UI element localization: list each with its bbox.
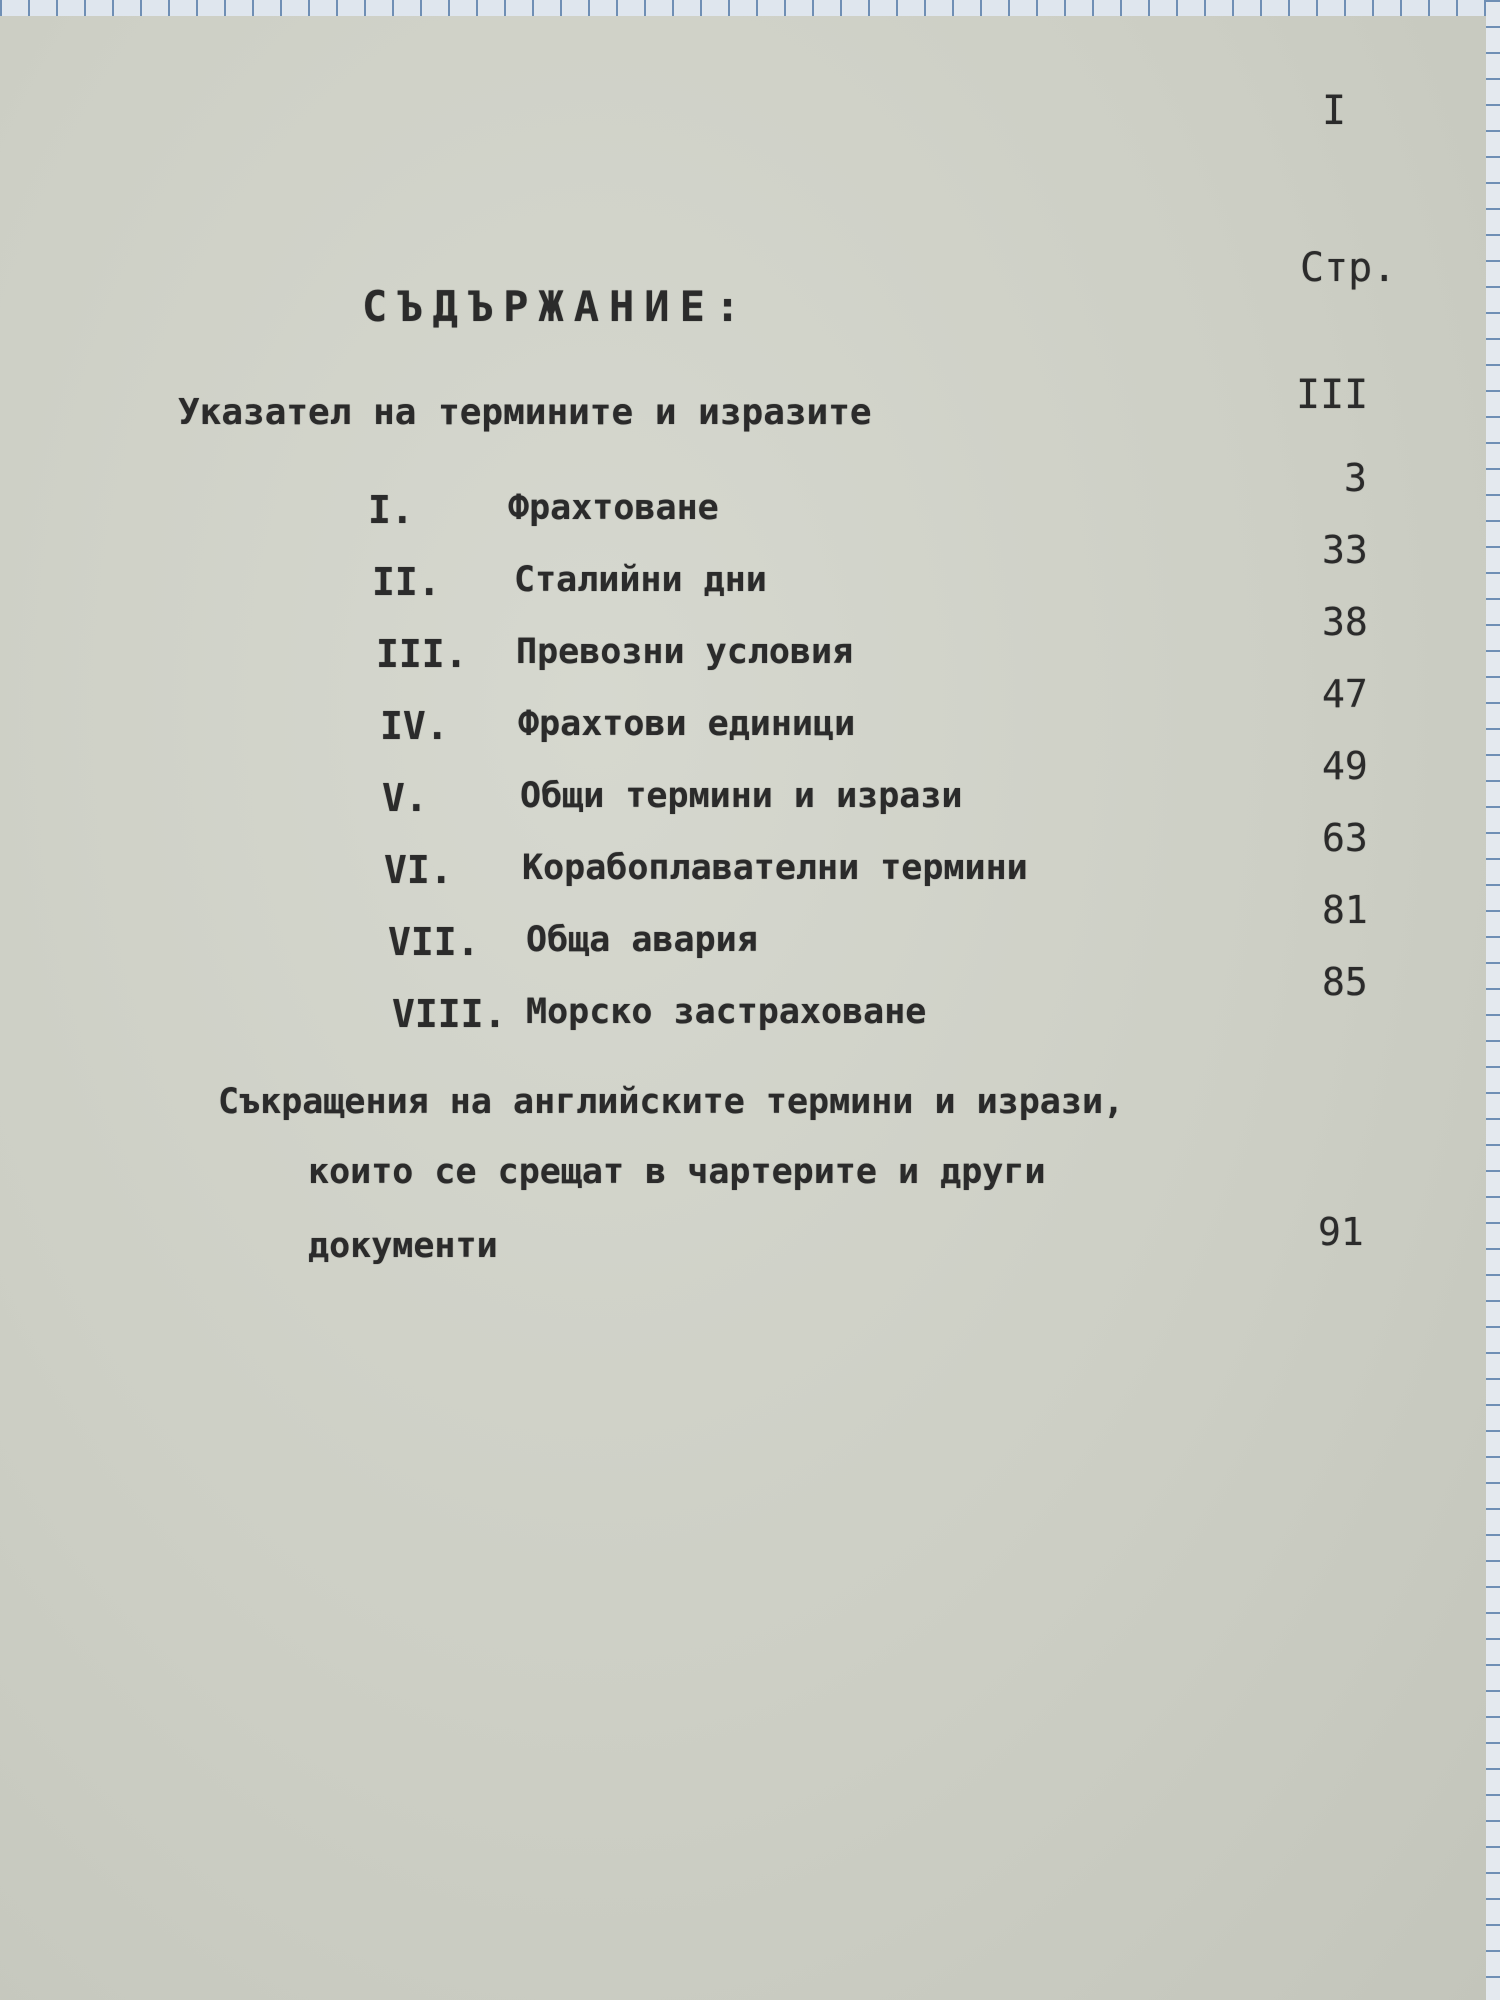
page-number: I [1322, 88, 1347, 134]
toc-row-numeral: VII. [388, 920, 480, 964]
abbreviations-line-1: Съкращения на английските термини и изрази, [218, 1082, 1125, 1122]
graph-paper-edge-right [1486, 0, 1500, 2000]
abbreviations-line-2: които се срещат в чартерите и други [308, 1152, 1046, 1192]
toc-row-page: 47 [1322, 672, 1368, 716]
toc-row-numeral: VIII. [392, 992, 507, 1036]
toc-row-numeral: III. [376, 632, 468, 676]
toc-row-label: Сталийни дни [514, 560, 767, 600]
toc-row-page: 85 [1322, 960, 1368, 1004]
toc-intro-page: III [1296, 372, 1369, 418]
abbreviations-page: 91 [1318, 1210, 1364, 1254]
toc-row-page: 81 [1322, 888, 1368, 932]
toc-row-page: 3 [1344, 456, 1367, 500]
toc-row-label: Общи термини и изрази [520, 776, 963, 816]
page-title: СЪДЪРЖАНИЕ: [362, 282, 751, 331]
abbreviations-line-3: документи [308, 1226, 498, 1266]
toc-row-page: 33 [1322, 528, 1368, 572]
toc-row-label: Фрахтоване [508, 488, 719, 528]
page-column-label: Стр. [1300, 245, 1397, 291]
toc-row-numeral: I. [368, 488, 414, 532]
toc-row-label: Морско застраховане [526, 992, 927, 1032]
toc-row-page: 49 [1322, 744, 1368, 788]
graph-paper-edge-top [0, 0, 1500, 16]
toc-row-page: 63 [1322, 816, 1368, 860]
toc-row-page: 38 [1322, 600, 1368, 644]
toc-row-numeral: II. [372, 560, 441, 604]
toc-row-label: Обща авария [526, 920, 758, 960]
toc-row-label: Фрахтови единици [518, 704, 856, 744]
toc-intro-label: Указател на термините и изразите [178, 392, 872, 433]
toc-row-numeral: V. [382, 776, 428, 820]
toc-row-numeral: IV. [380, 704, 449, 748]
toc-row-label: Превозни условия [516, 632, 854, 672]
toc-row-numeral: VI. [384, 848, 453, 892]
toc-row-label: Корабоплавателни термини [522, 848, 1028, 888]
